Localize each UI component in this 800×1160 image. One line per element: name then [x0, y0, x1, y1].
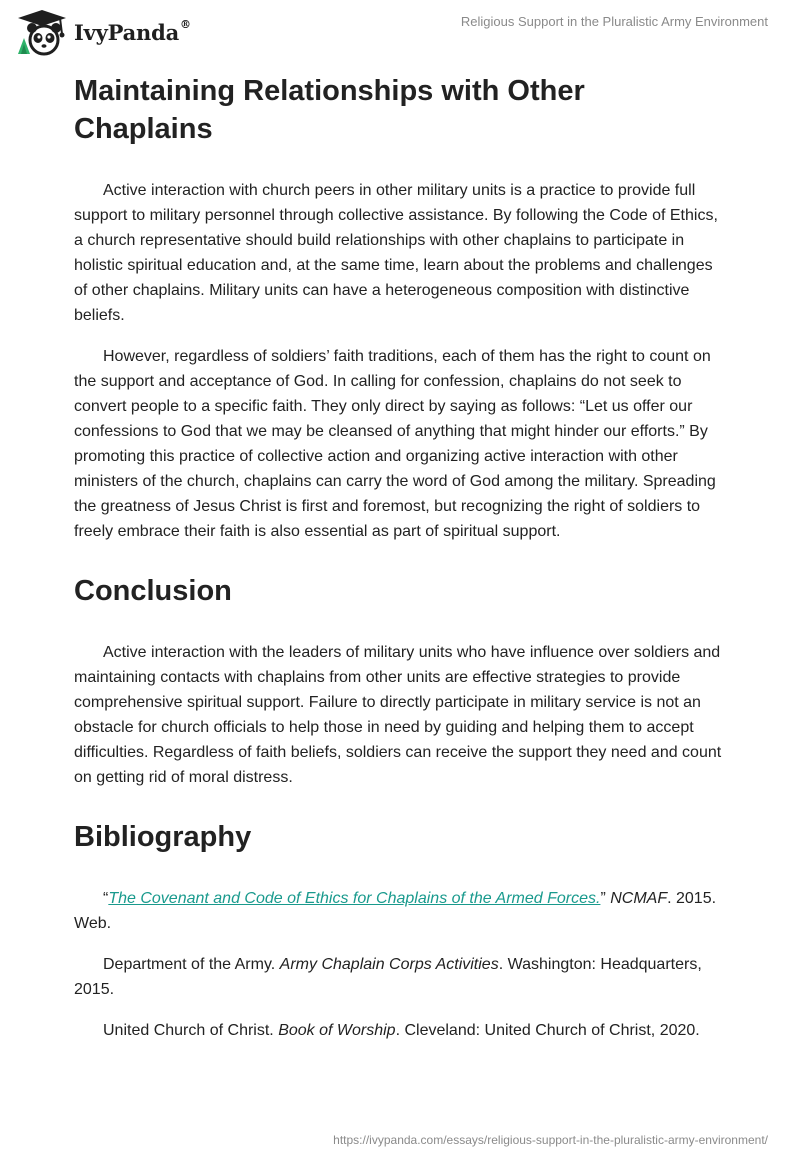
entry-author: Department of the Army.: [103, 956, 280, 973]
bibliography-entry: [74, 952, 730, 1002]
covenant-link[interactable]: The Covenant and Code of Ethics for Chaplains of the Armed Forces.: [108, 890, 601, 907]
entry-author: United Church of Christ.: [103, 1022, 279, 1039]
paragraph: However, regardless of soldiers’ faith traditions, each of them has the right to count on the support and acceptance of God. In calling for confession, chaplains do not seek to convert people to a specific faith. They only direct by saying as follows: “Let us offer our confessions to God that we may be cleansed of anything that might hinder our efforts.” By promoting this practice of collective action and organizing active interaction with other ministers of the church, chaplains can carry the word of God among the military. Spreading the greatness of Jesus Christ is first and foremost, but recognizing the right of soldiers to freely embrace their faith is also essential as part of spiritual support.: [74, 348, 716, 540]
bibliography-list: [74, 886, 730, 1043]
heading-conclusion: Conclusion: [74, 575, 232, 607]
entry-title: Army Chaplain Corps Activities: [279, 956, 499, 973]
bibliography-entry: [74, 886, 730, 936]
entry-rest: . Washington: Headquarters, 2015.: [74, 956, 702, 998]
paragraph: Active interaction with church peers in other military units is a practice to provide full support to military personnel through collective assistance. By following the Code of Ethics, a church representative should build relationships with other chaplains to participate in holistic spiritual education and, at the same time, learn about the problems and challenges of other chaplains. Military units can have a heterogeneous composition with distinctive beliefs.: [74, 182, 718, 324]
panda-graduate-icon: [14, 8, 72, 56]
bibliography-entry: [74, 1018, 730, 1043]
brand-name: IvyPanda: [74, 19, 180, 45]
registered-mark: ®: [180, 17, 192, 31]
document-title: Religious Support in the Pluralistic Army Environment: [460, 14, 768, 29]
essay-body: [74, 72, 730, 1043]
footer-url[interactable]: https://ivypanda.com/essays/religious-support-in-the-pluralistic-army-environment/: [333, 1133, 768, 1147]
source-name: NCMAF: [610, 890, 668, 907]
heading-bibliography: Bibliography: [74, 821, 252, 853]
entry-rest: . Cleveland: United Church of Christ, 2020.: [395, 1022, 700, 1039]
close-quote: ”: [600, 890, 606, 907]
page-header: [0, 0, 800, 62]
open-quote: “: [103, 890, 109, 907]
paragraph: Active interaction with the leaders of military units who have influence over soldiers and maintaining contacts with chaplains from other units are effective strategies to provide comprehensive spiritual support. Failure to directly participate in military service is not an obstacle for church officials to help those in need by guiding and helping them to accept difficulties. Regardless of faith beliefs, soldiers can receive the support they need and count on getting rid of moral distress.: [74, 644, 722, 786]
entry-rest: . 2015. Web.: [74, 890, 717, 932]
ivypanda-logo[interactable]: [14, 8, 191, 56]
heading-relationships: Maintaining Relationships with Other Chaplains: [74, 75, 585, 145]
entry-title: Book of Worship: [278, 1022, 396, 1039]
